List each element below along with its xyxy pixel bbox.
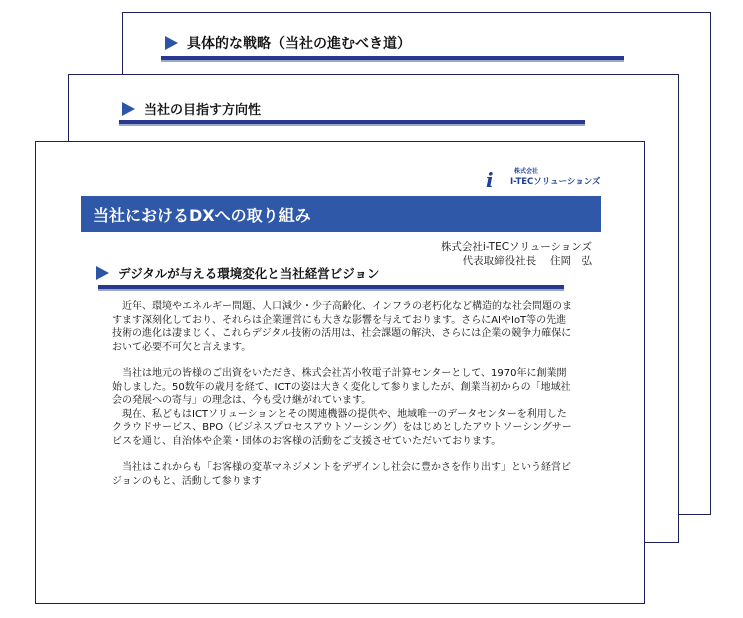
section-heading bbox=[96, 264, 380, 282]
triangle-bullet-icon bbox=[96, 266, 109, 280]
representative-name: 代表取締役社長 住岡 弘 bbox=[462, 255, 592, 267]
section-heading bbox=[122, 99, 261, 118]
heading-underline bbox=[119, 120, 585, 126]
heading-underline bbox=[161, 56, 624, 62]
triangle-bullet-icon bbox=[165, 36, 178, 50]
section-heading-text: デジタルが与える環境変化と当社経営ビジョン bbox=[118, 266, 380, 281]
logo-name: I-TECソリューションズ bbox=[510, 177, 601, 187]
title-bar bbox=[81, 196, 601, 232]
triangle-bullet-icon bbox=[122, 102, 135, 116]
section-heading-text: 具体的な戦略（当社の進むべき道） bbox=[187, 36, 411, 52]
logo-small-text: 株式会社 bbox=[514, 168, 539, 175]
company-logo bbox=[486, 166, 606, 190]
page-title: 当社におけるDXへの取り組み bbox=[93, 205, 311, 225]
paragraph: 当社は地元の皆様のご出資をいただき、株式会社苫小牧電子計算センターとして、1970年に創業開始しました。50数年の歳月を経て、ICTの姿は大きく変化して参りましたが、創業当初からの「地域社会の発展への寄与」の理念は、今も受け継がれています。 bbox=[112, 368, 571, 406]
company-name: 株式会社i-TECソリューションズ bbox=[440, 241, 592, 253]
paragraph: 当社はこれからも「お客様の変革マネジメントをデザインし社会に豊かさを作り出す」という経営ビジョンのもと、活動して参ります bbox=[112, 462, 571, 487]
slide-page-front bbox=[35, 141, 645, 604]
paragraph: 近年、環境やエネルギー問題、人口減少・少子高齢化、インフラの老朽化など構造的な社会問題のますます深刻化しており、それらは企業運営にも大きな影響を与えております。さらにAIやIoT等の先進技術の進化は凄まじく、これらデジタル技術の活用は、社会課題の解決、さらには企業の競争力確保において必要不可欠と言えます。 bbox=[112, 301, 572, 353]
body-text bbox=[112, 300, 572, 501]
section-heading-text: 当社の目指す方向性 bbox=[144, 103, 262, 118]
logo-mark-icon: i bbox=[486, 168, 494, 192]
paragraph: 現在、私どもはICTソリューションとその関連機器の提供や、地域唯一のデータセンターを利用したクラウドサービス、BPO（ビジネスプロセスアウトソーシング）をはじめとしたアウトソーシングサービスを通じ、自治体や企業・団体のお客様の活動をご支援させていただいております。 bbox=[112, 408, 572, 447]
heading-underline bbox=[98, 285, 564, 291]
section-heading bbox=[165, 33, 411, 53]
company-info bbox=[441, 240, 592, 268]
